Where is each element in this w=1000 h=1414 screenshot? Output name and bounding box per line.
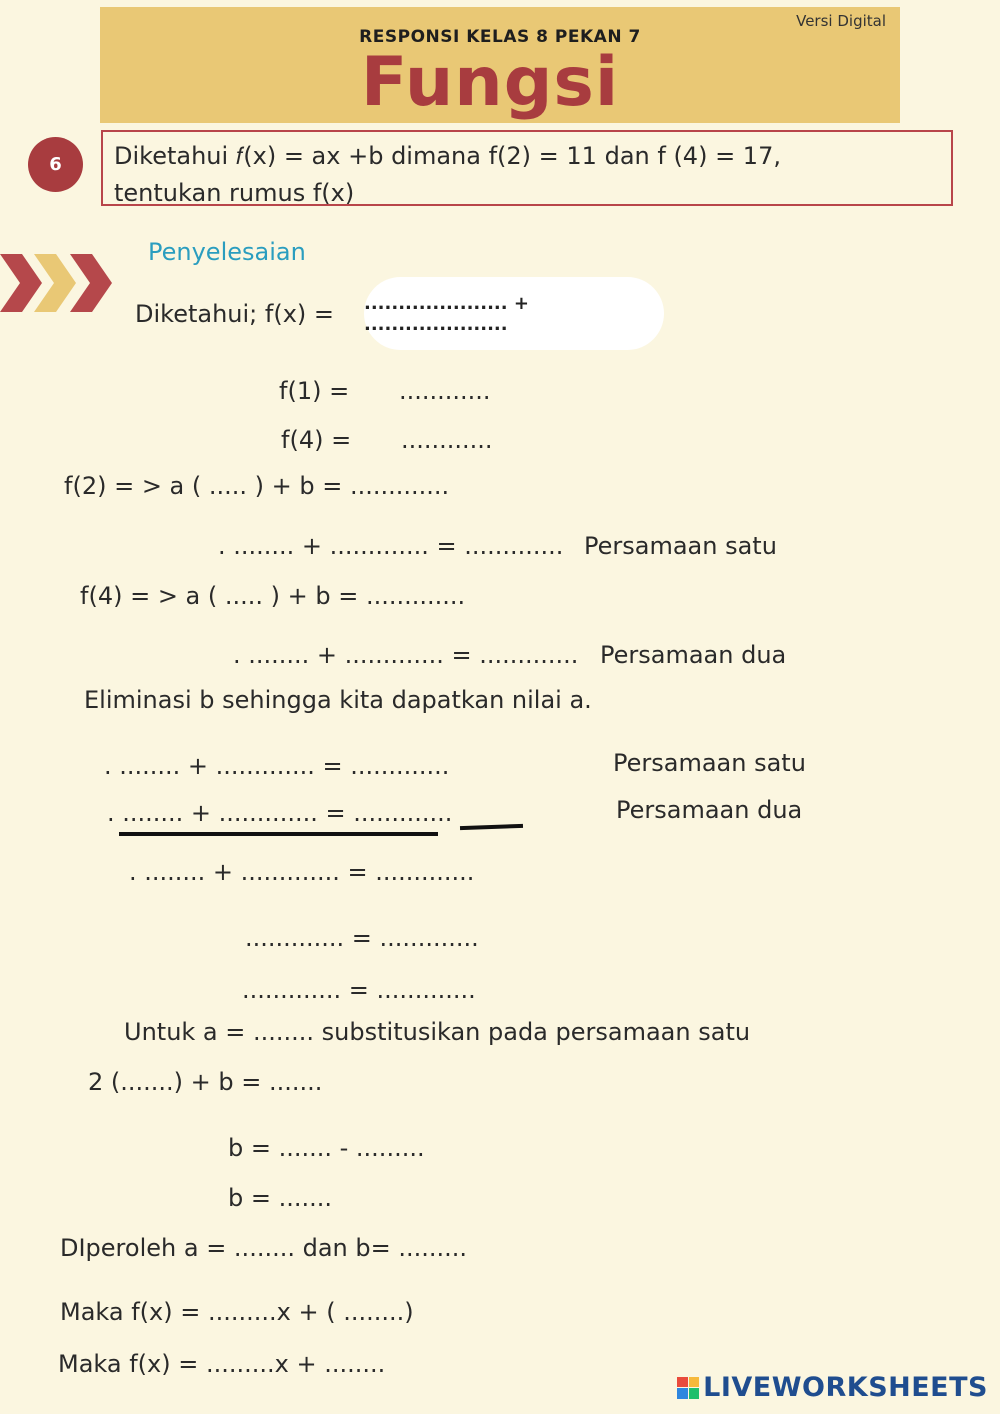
solve-step-2[interactable]: ............. = ............. (242, 976, 476, 1004)
substitution-instruction[interactable]: Untuk a = ........ substitusikan pada persamaan satu (124, 1018, 751, 1046)
equation-one-label: Persamaan satu (584, 532, 777, 560)
elimination-instruction: Eliminasi b sehingga kita dapatkan nilai a. (84, 686, 592, 714)
question-line-1: Diketahui 𝑓(x) = ax +b dimana f(2) = 11 dan f (4) = 17, (114, 142, 781, 170)
liveworksheets-brand (677, 1372, 988, 1403)
chevron-arrows-icon (0, 254, 112, 312)
given-label: Diketahui; f(x) = (135, 300, 334, 328)
equation-two-line[interactable]: . ........ + ............. = ............. (233, 641, 579, 669)
header-banner (100, 7, 900, 123)
liveworksheets-logo-icon (677, 1377, 699, 1399)
obtained-values-line[interactable]: DIperoleh a = ........ dan b= ......... (60, 1234, 468, 1262)
elimination-row-1[interactable]: . ........ + ............. = ............. (104, 752, 450, 780)
elimination-underline (119, 832, 438, 836)
f4-label: f(4) = (281, 426, 352, 454)
worksheet-subtitle: RESPONSI KELAS 8 PEKAN 7 (359, 27, 641, 47)
question-line-2: tentukan rumus f(x) (114, 179, 355, 206)
given-answer-blank: ..................... + ..................... (364, 292, 529, 335)
elimination-row-1-label: Persamaan satu (613, 749, 806, 777)
substitution-equation[interactable]: 2 (.......) + b = ....... (88, 1068, 323, 1096)
version-label: Versi Digital (796, 12, 886, 30)
minus-sign-icon (460, 824, 523, 830)
given-answer-field[interactable] (364, 277, 664, 350)
f4-substitution-line[interactable]: f(4) = > a ( ..... ) + b = ............. (80, 582, 466, 610)
f4-answer-blank[interactable]: ............ (401, 426, 493, 454)
worksheet-title: Fungsi (360, 43, 620, 122)
f1-label: f(1) = (279, 377, 350, 405)
solve-step-1[interactable]: ............. = ............. (245, 924, 479, 952)
final-formula-line-1[interactable]: Maka f(x) = .........x + ( ........) (60, 1298, 414, 1326)
solution-heading: Penyelesaian (148, 238, 306, 266)
b-step-1[interactable]: b = ....... - ......... (228, 1134, 425, 1162)
equation-two-label: Persamaan dua (600, 641, 787, 669)
equation-one-line[interactable]: . ........ + ............. = ............. (218, 532, 564, 560)
elimination-result-row[interactable]: . ........ + ............. = ............. (129, 858, 475, 886)
elimination-row-2-label: Persamaan dua (616, 796, 803, 824)
f2-substitution-line[interactable]: f(2) = > a ( ..... ) + b = ............. (64, 472, 450, 500)
f1-answer-blank[interactable]: ............ (399, 377, 491, 405)
brand-name: LIVEWORKSHEETS (703, 1372, 988, 1403)
question-number-badge: 6 (28, 137, 83, 192)
elimination-row-2[interactable]: . ........ + ............. = ............. (107, 799, 453, 827)
b-step-2[interactable]: b = ....... (228, 1184, 333, 1212)
final-formula-line-2[interactable]: Maka f(x) = .........x + ........ (58, 1350, 386, 1378)
question-box (101, 130, 953, 206)
